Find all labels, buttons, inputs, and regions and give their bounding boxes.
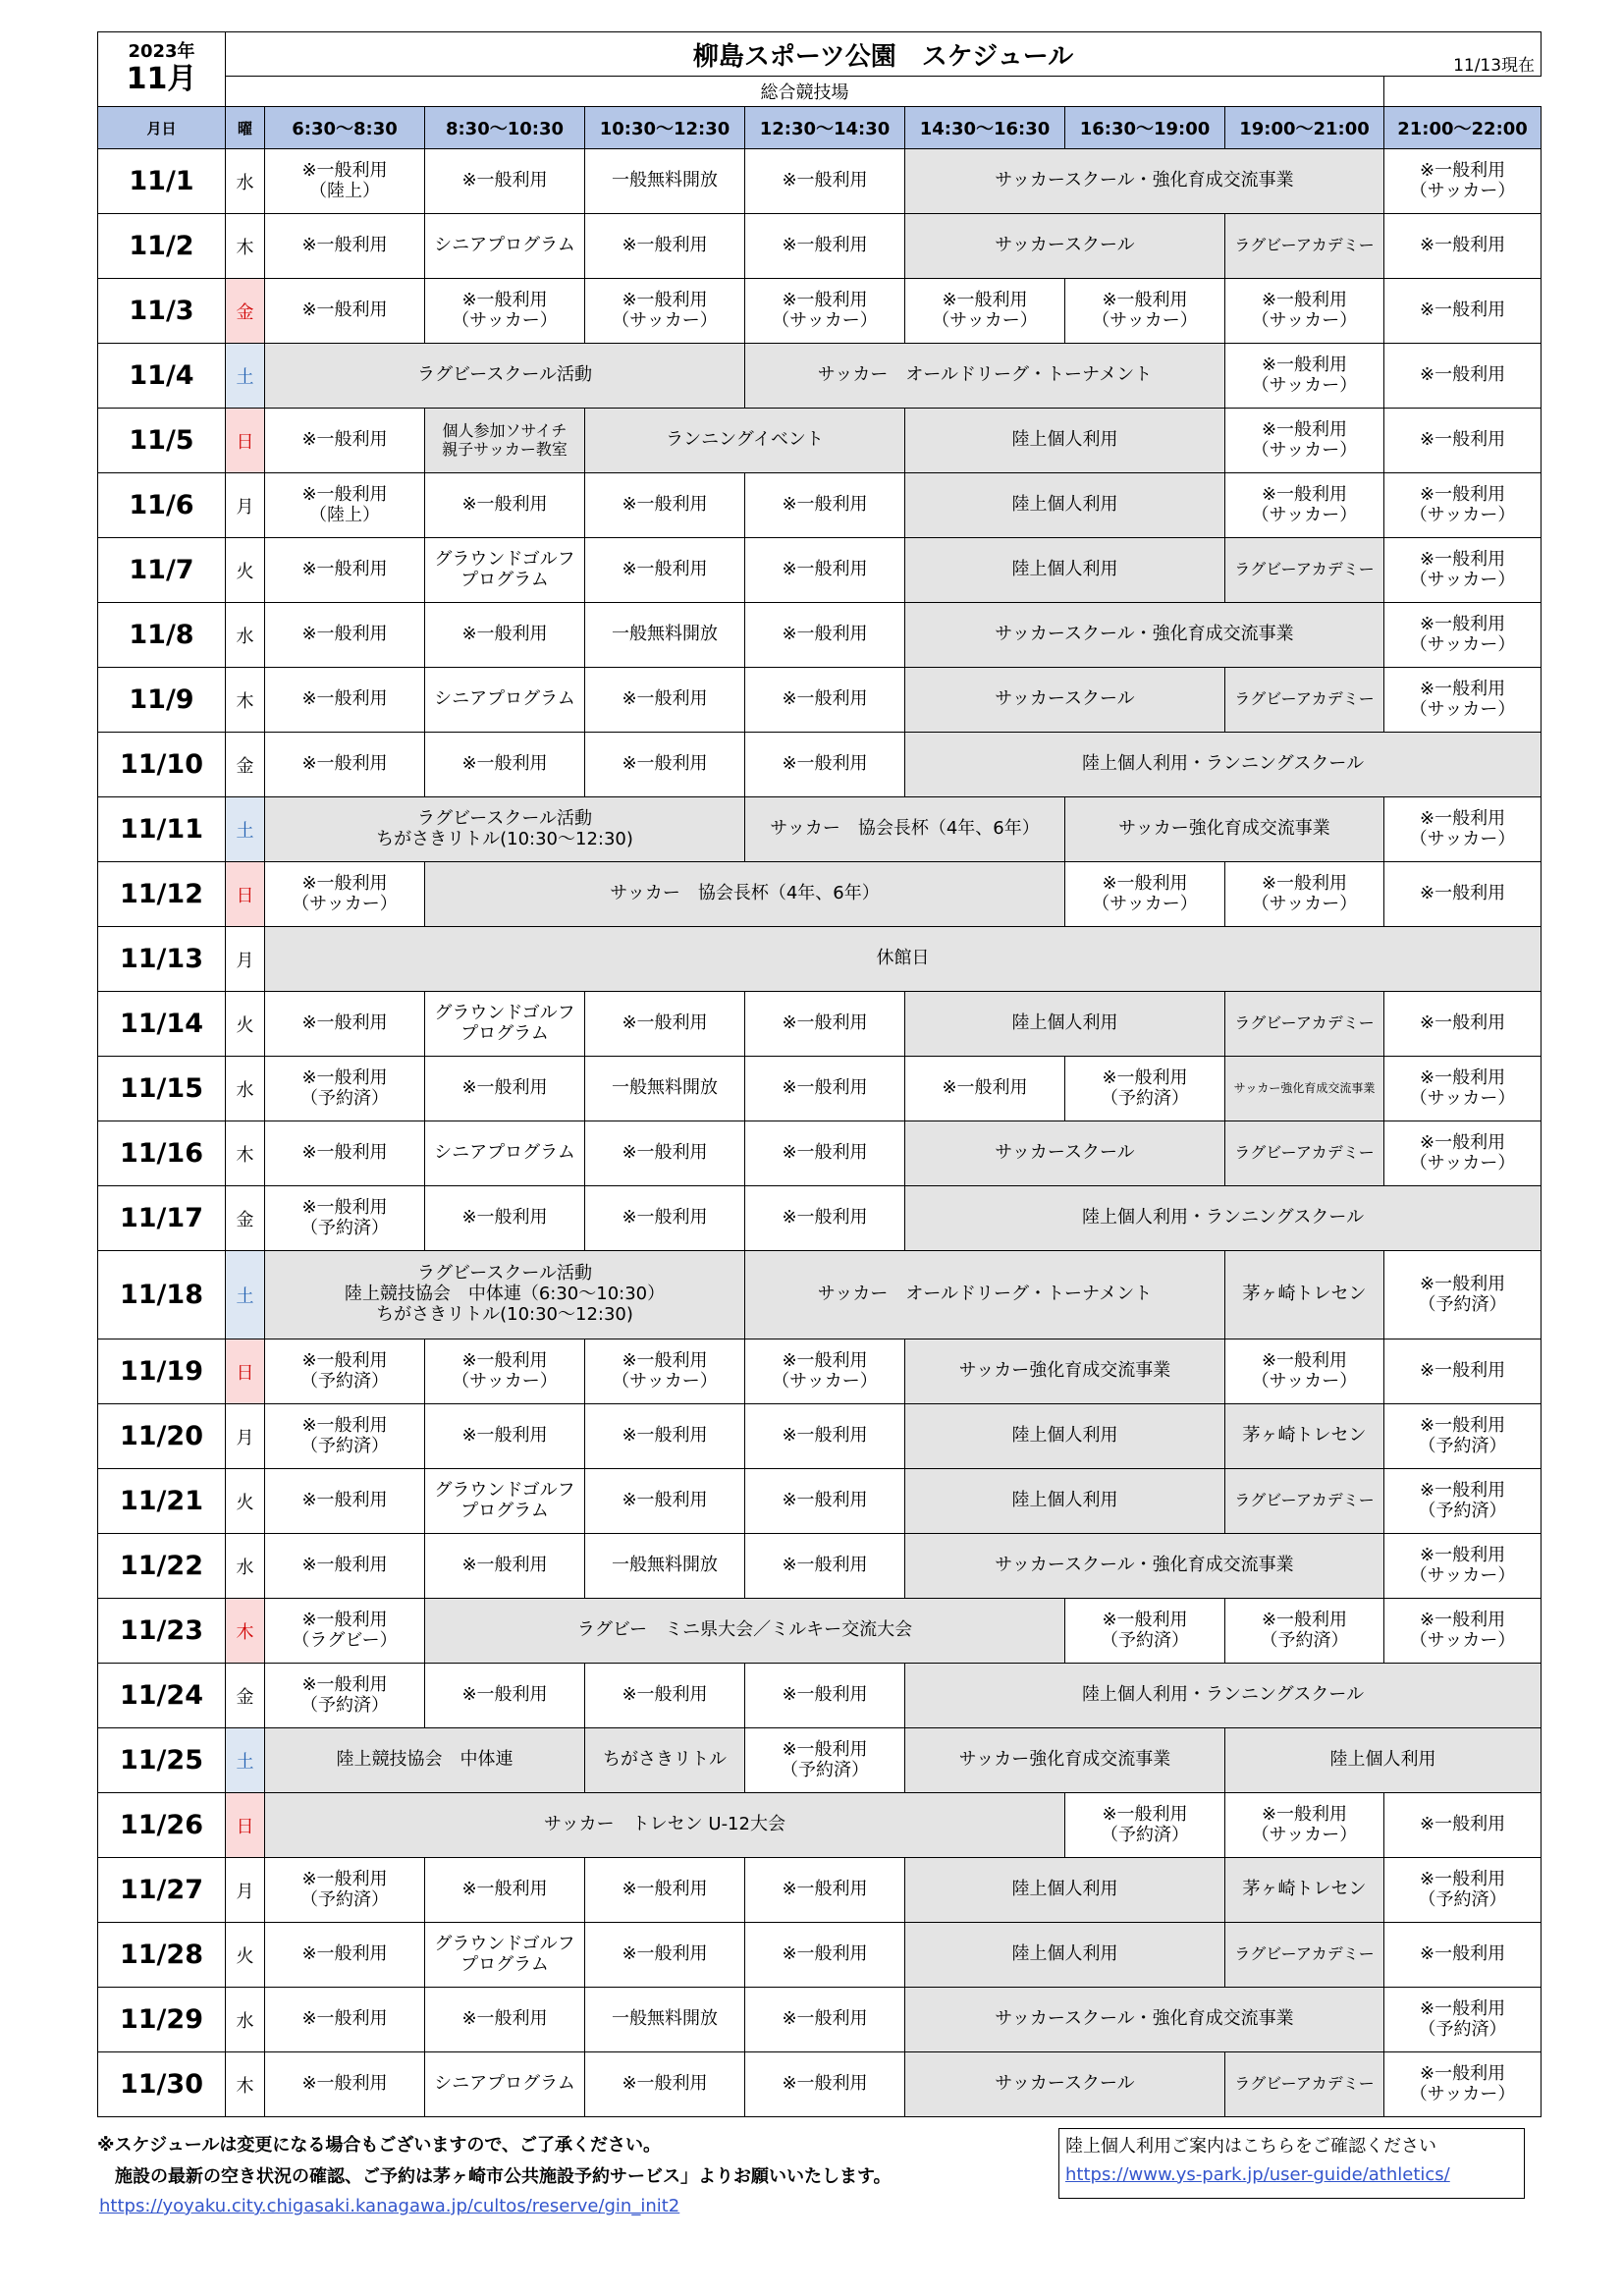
date-cell: 11/26 [98, 1793, 226, 1858]
weekday-cell: 月 [226, 1858, 265, 1923]
weekday-cell: 木 [226, 214, 265, 279]
weekday-cell: 金 [226, 1186, 265, 1251]
table-row [98, 214, 1542, 279]
schedule-slot: ※一般利用 [745, 733, 905, 797]
table-row [98, 668, 1542, 733]
weekday-cell: 土 [226, 344, 265, 409]
table-row [98, 1599, 1542, 1664]
schedule-slot: ※一般利用 [745, 1923, 905, 1988]
schedule-slot: ※一般利用 （サッカー） [1225, 344, 1384, 409]
table-row [98, 1988, 1542, 2052]
schedule-slot: ※一般利用 （サッカー） [1384, 603, 1542, 668]
schedule-slot: ※一般利用 [745, 1534, 905, 1599]
table-row [98, 1469, 1542, 1534]
table-row [98, 603, 1542, 668]
weekday-cell: 木 [226, 668, 265, 733]
schedule-slot: ※一般利用 （サッカー） [1225, 279, 1384, 344]
schedule-slot: ※一般利用 （サッカー） [1384, 1534, 1542, 1599]
schedule-slot: ※一般利用 [585, 214, 745, 279]
schedule-slot: 休館日 [265, 927, 1542, 992]
schedule-slot: サッカー トレセン U-12大会 [265, 1793, 1065, 1858]
date-cell: 11/13 [98, 927, 226, 992]
schedule-slot: ※一般利用 [265, 1988, 425, 2052]
schedule-slot: ※一般利用 [585, 1664, 745, 1728]
table-row [98, 1793, 1542, 1858]
table-row [98, 1121, 1542, 1186]
footer-note-2: 施設の最新の空き状況の確認、ご予約は茅ヶ崎市公共施設予約サービス」よりお願いいたします。 [97, 2166, 892, 2187]
schedule-slot: 茅ヶ崎トレセン [1225, 1251, 1384, 1339]
date-cell: 11/25 [98, 1728, 226, 1793]
schedule-slot: ※一般利用 （ラグビー） [265, 1599, 425, 1664]
schedule-slot: ※一般利用 [585, 992, 745, 1057]
weekday-cell: 木 [226, 1599, 265, 1664]
schedule-slot: サッカー 協会長杯（4年、6年） [745, 797, 1065, 862]
year-label: 2023年 [128, 40, 195, 62]
schedule-slot: ※一般利用 （予約済） [1225, 1599, 1384, 1664]
date-cell: 11/9 [98, 668, 226, 733]
schedule-slot: ラグビーアカデミー [1225, 538, 1384, 603]
schedule-slot: 陸上個人利用 [905, 1469, 1225, 1534]
schedule-slot: ※一般利用 [1384, 992, 1542, 1057]
weekday-cell: 火 [226, 1469, 265, 1534]
schedule-slot: ※一般利用 （予約済） [1065, 1793, 1225, 1858]
weekday-cell: 火 [226, 538, 265, 603]
table-row [98, 279, 1542, 344]
athletics-info-link[interactable]: https://www.ys-park.jp/user-guide/athletics/ [1065, 2163, 1450, 2185]
table-row [98, 1057, 1542, 1121]
schedule-slot: サッカー オールドリーグ・トーナメント [745, 1251, 1225, 1339]
weekday-cell: 水 [226, 149, 265, 214]
schedule-slot: 陸上競技協会 中体連 [265, 1728, 585, 1793]
schedule-slot: 陸上個人利用 [905, 1404, 1225, 1469]
schedule-slot: ※一般利用 [425, 1534, 585, 1599]
schedule-slot: ※一般利用 [425, 1057, 585, 1121]
schedule-slot: サッカースクール [905, 2052, 1225, 2117]
column-header-row [98, 107, 1542, 149]
weekday-cell: 日 [226, 1339, 265, 1404]
schedule-slot: グラウンドゴルフ プログラム [425, 992, 585, 1057]
schedule-slot: ※一般利用 [265, 1121, 425, 1186]
schedule-slot: ※一般利用 [745, 1664, 905, 1728]
weekday-cell: 月 [226, 473, 265, 538]
date-cell: 11/23 [98, 1599, 226, 1664]
schedule-slot: 陸上個人利用 [905, 1858, 1225, 1923]
schedule-slot: ※一般利用 （サッカー） [1384, 149, 1542, 214]
table-row [98, 344, 1542, 409]
schedule-slot: サッカー オールドリーグ・トーナメント [745, 344, 1225, 409]
schedule-slot: 一般無料開放 [585, 1534, 745, 1599]
schedule-slot: ※一般利用 （サッカー） [425, 279, 585, 344]
table-row [98, 1339, 1542, 1404]
schedule-slot: ※一般利用 [745, 1057, 905, 1121]
weekday-cell: 土 [226, 1251, 265, 1339]
table-row [98, 927, 1542, 992]
schedule-slot: グラウンドゴルフ プログラム [425, 1923, 585, 1988]
schedule-slot: ラグビースクール活動 [265, 344, 745, 409]
weekday-cell: 水 [226, 1057, 265, 1121]
date-cell: 11/27 [98, 1858, 226, 1923]
reservation-link[interactable]: https://yoyaku.city.chigasaki.kanagawa.jp/cultos/reserve/gin_init2 [99, 2196, 680, 2216]
schedule-slot: サッカー強化育成交流事業 [905, 1728, 1225, 1793]
schedule-slot: サッカー強化育成交流事業 [905, 1339, 1225, 1404]
date-cell: 11/19 [98, 1339, 226, 1404]
schedule-slot: ※一般利用 （サッカー） [1225, 862, 1384, 927]
schedule-slot: ※一般利用 [1384, 344, 1542, 409]
schedule-slot: ※一般利用 [265, 1923, 425, 1988]
schedule-slot: 一般無料開放 [585, 1988, 745, 2052]
schedule-slot: ラグビーアカデミー [1225, 668, 1384, 733]
date-cell: 11/29 [98, 1988, 226, 2052]
schedule-slot: 陸上個人利用・ランニングスクール [905, 733, 1542, 797]
date-cell: 11/5 [98, 409, 226, 473]
schedule-slot: ラグビーアカデミー [1225, 1469, 1384, 1534]
schedule-slot: ※一般利用 [425, 149, 585, 214]
schedule-slot: ※一般利用 [585, 1923, 745, 1988]
weekday-cell: 月 [226, 1404, 265, 1469]
date-cell: 11/2 [98, 214, 226, 279]
weekday-cell: 日 [226, 1793, 265, 1858]
table-row [98, 1534, 1542, 1599]
schedule-slot: ※一般利用 [585, 1121, 745, 1186]
weekday-cell: 土 [226, 797, 265, 862]
table-row [98, 1251, 1542, 1339]
schedule-slot: 一般無料開放 [585, 603, 745, 668]
schedule-slot: 茅ヶ崎トレセン [1225, 1404, 1384, 1469]
date-cell: 11/8 [98, 603, 226, 668]
schedule-slot: ランニングイベント [585, 409, 905, 473]
date-cell: 11/14 [98, 992, 226, 1057]
weekday-cell: 金 [226, 279, 265, 344]
schedule-slot: ※一般利用 （予約済） [265, 1339, 425, 1404]
schedule-slot: ※一般利用 [745, 992, 905, 1057]
schedule-slot: ※一般利用 [1384, 1339, 1542, 1404]
column-header: 21:00～22:00 [1384, 107, 1542, 149]
schedule-slot: ※一般利用 （予約済） [265, 1057, 425, 1121]
schedule-slot: シニアプログラム [425, 2052, 585, 2117]
venue-label: 総合競技場 [226, 77, 1384, 107]
schedule-slot: ※一般利用 （サッカー） [1384, 797, 1542, 862]
schedule-slot: ※一般利用 [745, 538, 905, 603]
schedule-slot: ※一般利用 [265, 2052, 425, 2117]
schedule-slot: ※一般利用 （サッカー） [585, 279, 745, 344]
schedule-slot: ※一般利用 [265, 538, 425, 603]
schedule-slot: ※一般利用 （サッカー） [265, 862, 425, 927]
schedule-slot: ラグビーアカデミー [1225, 1923, 1384, 1988]
schedule-slot: ※一般利用 [1384, 1793, 1542, 1858]
schedule-slot: ※一般利用 [745, 1469, 905, 1534]
schedule-slot: ※一般利用 （サッカー） [1384, 668, 1542, 733]
schedule-slot: サッカースクール [905, 214, 1225, 279]
weekday-cell: 日 [226, 862, 265, 927]
schedule-slot: サッカースクール・強化育成交流事業 [905, 149, 1384, 214]
schedule-slot: ※一般利用 （陸上） [265, 473, 425, 538]
schedule-slot: ラグビーアカデミー [1225, 992, 1384, 1057]
schedule-slot: ※一般利用 [425, 603, 585, 668]
schedule-slot: ※一般利用 [745, 668, 905, 733]
schedule-slot: 一般無料開放 [585, 149, 745, 214]
schedule-slot: 茅ヶ崎トレセン [1225, 1858, 1384, 1923]
schedule-slot: ラグビーアカデミー [1225, 214, 1384, 279]
schedule-slot: ※一般利用 （サッカー） [1225, 1339, 1384, 1404]
schedule-slot: ※一般利用 （サッカー） [1384, 473, 1542, 538]
schedule-slot: ※一般利用 （サッカー） [1065, 862, 1225, 927]
schedule-slot: ※一般利用 [585, 1858, 745, 1923]
date-cell: 11/30 [98, 2052, 226, 2117]
date-cell: 11/17 [98, 1186, 226, 1251]
date-cell: 11/4 [98, 344, 226, 409]
schedule-slot: ※一般利用 [585, 733, 745, 797]
schedule-slot: ※一般利用 （サッカー） [745, 1339, 905, 1404]
schedule-slot: ※一般利用 [425, 1988, 585, 2052]
table-row [98, 862, 1542, 927]
schedule-slot: ※一般利用 （サッカー） [1384, 1057, 1542, 1121]
date-cell: 11/20 [98, 1404, 226, 1469]
table-row [98, 473, 1542, 538]
schedule-slot: サッカースクール [905, 1121, 1225, 1186]
weekday-cell: 土 [226, 1728, 265, 1793]
schedule-slot: ※一般利用 [265, 279, 425, 344]
schedule-slot: ※一般利用 [265, 733, 425, 797]
schedule-slot: ラグビースクール活動 ちがさきリトル(10:30～12:30) [265, 797, 745, 862]
date-cell: 11/6 [98, 473, 226, 538]
schedule-slot: サッカースクール・強化育成交流事業 [905, 603, 1384, 668]
page-title-cell [226, 32, 1542, 77]
schedule-slot: ※一般利用 [265, 1469, 425, 1534]
schedule-slot: ※一般利用 [585, 538, 745, 603]
date-cell: 11/12 [98, 862, 226, 927]
column-header: 14:30～16:30 [905, 107, 1065, 149]
schedule-slot: ※一般利用 [425, 1858, 585, 1923]
table-row [98, 992, 1542, 1057]
schedule-slot: ※一般利用 （サッカー） [1384, 1121, 1542, 1186]
schedule-slot: ※一般利用 [265, 214, 425, 279]
schedule-slot: ちがさきリトル [585, 1728, 745, 1793]
schedule-slot: ※一般利用 [585, 2052, 745, 2117]
weekday-cell: 金 [226, 733, 265, 797]
schedule-slot: ※一般利用 [745, 1988, 905, 2052]
schedule-slot: ※一般利用 （予約済） [745, 1728, 905, 1793]
schedule-slot: サッカー強化育成交流事業 [1225, 1057, 1384, 1121]
schedule-slot: 一般無料開放 [585, 1057, 745, 1121]
weekday-cell: 木 [226, 2052, 265, 2117]
schedule-slot: グラウンドゴルフ プログラム [425, 538, 585, 603]
date-cell: 11/24 [98, 1664, 226, 1728]
schedule-slot: ※一般利用 （予約済） [1384, 1251, 1542, 1339]
date-cell: 11/10 [98, 733, 226, 797]
schedule-slot: ※一般利用 （サッカー） [905, 279, 1065, 344]
table-row [98, 1404, 1542, 1469]
schedule-slot: ※一般利用 [425, 473, 585, 538]
weekday-cell: 木 [226, 1121, 265, 1186]
weekday-cell: 火 [226, 1923, 265, 1988]
schedule-slot: ※一般利用 [745, 603, 905, 668]
schedule-slot: ※一般利用 [425, 1404, 585, 1469]
schedule-slot: ※一般利用 [745, 1404, 905, 1469]
schedule-slot: ラグビー ミニ県大会／ミルキー交流大会 [425, 1599, 1065, 1664]
schedule-slot: 陸上個人利用 [905, 409, 1225, 473]
weekday-cell: 水 [226, 1988, 265, 2052]
as-of-date: 11/13現在 [1453, 56, 1536, 76]
schedule-slot: ※一般利用 （サッカー） [585, 1339, 745, 1404]
schedule-slot: ※一般利用 （予約済） [1065, 1057, 1225, 1121]
schedule-slot: 陸上個人利用 [905, 473, 1225, 538]
schedule-slot: サッカースクール・強化育成交流事業 [905, 1988, 1384, 2052]
schedule-slot: ※一般利用 （予約済） [1384, 1404, 1542, 1469]
date-cell: 11/22 [98, 1534, 226, 1599]
schedule-slot: ※一般利用 （サッカー） [1384, 2052, 1542, 2117]
column-header: 16:30～19:00 [1065, 107, 1225, 149]
schedule-slot: ※一般利用 [745, 1186, 905, 1251]
schedule-slot: 陸上個人利用 [905, 1923, 1225, 1988]
schedule-slot: 陸上個人利用 [905, 992, 1225, 1057]
date-cell: 11/18 [98, 1251, 226, 1339]
schedule-slot: ※一般利用 [425, 1664, 585, 1728]
schedule-slot: ※一般利用 [585, 1186, 745, 1251]
schedule-slot: ※一般利用 [1384, 279, 1542, 344]
schedule-slot: ※一般利用 [745, 1858, 905, 1923]
schedule-slot: 陸上個人利用・ランニングスクール [905, 1664, 1542, 1728]
page-title: 柳島スポーツ公園 スケジュール [692, 41, 1074, 72]
weekday-cell: 金 [226, 1664, 265, 1728]
table-row [98, 409, 1542, 473]
table-row [98, 2052, 1542, 2117]
schedule-slot: シニアプログラム [425, 1121, 585, 1186]
date-cell: 11/7 [98, 538, 226, 603]
schedule-slot: ※一般利用 （サッカー） [1225, 1793, 1384, 1858]
schedule-slot: サッカースクール・強化育成交流事業 [905, 1534, 1384, 1599]
schedule-slot: ※一般利用 [1384, 409, 1542, 473]
schedule-slot: ※一般利用 [1384, 862, 1542, 927]
schedule-slot: ※一般利用 （予約済） [265, 1186, 425, 1251]
schedule-slot: ※一般利用 [585, 1404, 745, 1469]
schedule-slot: ※一般利用 [265, 1534, 425, 1599]
footer-note-1: ※スケジュールは変更になる場合もございますので、ご了承ください。 [97, 2135, 662, 2156]
column-header: 6:30～8:30 [265, 107, 425, 149]
schedule-slot: ※一般利用 [265, 603, 425, 668]
schedule-slot: サッカー強化育成交流事業 [1065, 797, 1384, 862]
table-row [98, 1923, 1542, 1988]
weekday-cell: 月 [226, 927, 265, 992]
schedule-slot: ※一般利用 （サッカー） [1065, 279, 1225, 344]
schedule-slot: シニアプログラム [425, 668, 585, 733]
schedule-slot: サッカー 協会長杯（4年、6年） [425, 862, 1065, 927]
date-cell: 11/28 [98, 1923, 226, 1988]
schedule-slot: ※一般利用 （サッカー） [1384, 538, 1542, 603]
weekday-cell: 水 [226, 1534, 265, 1599]
schedule-slot: ※一般利用 [745, 473, 905, 538]
schedule-slot: ※一般利用 （予約済） [1384, 1858, 1542, 1923]
schedule-slot: サッカースクール [905, 668, 1225, 733]
schedule-slot: ※一般利用 [745, 2052, 905, 2117]
schedule-slot: ※一般利用 [265, 992, 425, 1057]
schedule-slot: ※一般利用 （サッカー） [745, 279, 905, 344]
schedule-slot: ※一般利用 [585, 668, 745, 733]
year-month-cell [98, 32, 226, 107]
schedule-slot: ラグビーアカデミー [1225, 1121, 1384, 1186]
weekday-cell: 水 [226, 603, 265, 668]
schedule-slot: ※一般利用 （予約済） [1384, 1988, 1542, 2052]
schedule-slot: シニアプログラム [425, 214, 585, 279]
schedule-slot: ※一般利用 [905, 1057, 1065, 1121]
schedule-slot: ※一般利用 [1384, 214, 1542, 279]
schedule-slot: ※一般利用 [1384, 1923, 1542, 1988]
schedule-table [97, 31, 1542, 2117]
schedule-slot: ※一般利用 [745, 214, 905, 279]
date-cell: 11/11 [98, 797, 226, 862]
column-header: 8:30～10:30 [425, 107, 585, 149]
schedule-slot: 陸上個人利用 [1225, 1728, 1542, 1793]
schedule-slot: ※一般利用 [585, 473, 745, 538]
table-row [98, 149, 1542, 214]
table-row [98, 538, 1542, 603]
schedule-slot: ラグビースクール活動 陸上競技協会 中体連（6:30～10:30） ちがさきリトル(10:30～12:30) [265, 1251, 745, 1339]
schedule-slot: ※一般利用 （予約済） [1065, 1599, 1225, 1664]
schedule-slot: ※一般利用 （予約済） [265, 1404, 425, 1469]
schedule-slot: ※一般利用 （予約済） [1384, 1469, 1542, 1534]
schedule-slot: 陸上個人利用 [905, 538, 1225, 603]
table-row [98, 733, 1542, 797]
schedule-slot: ※一般利用 [425, 1186, 585, 1251]
schedule-slot: ※一般利用 [745, 149, 905, 214]
schedule-slot: ※一般利用 [265, 409, 425, 473]
schedule-slot: ※一般利用 [425, 733, 585, 797]
date-cell: 11/3 [98, 279, 226, 344]
column-header: 月日 [98, 107, 226, 149]
table-row [98, 1728, 1542, 1793]
schedule-slot: グラウンドゴルフ プログラム [425, 1469, 585, 1534]
schedule-slot: ※一般利用 [265, 668, 425, 733]
date-cell: 11/15 [98, 1057, 226, 1121]
weekday-cell: 日 [226, 409, 265, 473]
schedule-slot: ※一般利用 （サッカー） [1225, 473, 1384, 538]
date-cell: 11/21 [98, 1469, 226, 1534]
column-header: 曜 [226, 107, 265, 149]
table-row [98, 1664, 1542, 1728]
schedule-slot: ※一般利用 [585, 1469, 745, 1534]
schedule-slot: ※一般利用 （予約済） [265, 1858, 425, 1923]
schedule-slot: 個人参加ソサイチ 親子サッカー教室 [425, 409, 585, 473]
date-cell: 11/1 [98, 149, 226, 214]
athletics-info-box [1058, 2128, 1525, 2199]
date-cell: 11/16 [98, 1121, 226, 1186]
schedule-slot: ※一般利用 （サッカー） [425, 1339, 585, 1404]
column-header: 10:30～12:30 [585, 107, 745, 149]
schedule-slot: ラグビーアカデミー [1225, 2052, 1384, 2117]
month-label: 11月 [126, 61, 197, 96]
column-header: 12:30～14:30 [745, 107, 905, 149]
column-header: 19:00～21:00 [1225, 107, 1384, 149]
schedule-slot: 陸上個人利用・ランニングスクール [905, 1186, 1542, 1251]
table-row [98, 1186, 1542, 1251]
schedule-slot: ※一般利用 （予約済） [265, 1664, 425, 1728]
schedule-slot: ※一般利用 （サッカー） [1225, 409, 1384, 473]
schedule-slot: ※一般利用 （サッカー） [1384, 1599, 1542, 1664]
weekday-cell: 火 [226, 992, 265, 1057]
athletics-info-label: 陸上個人利用ご案内はこちらをご確認ください [1065, 2136, 1436, 2157]
schedule-slot: ※一般利用 （陸上） [265, 149, 425, 214]
table-row [98, 1858, 1542, 1923]
table-row [98, 797, 1542, 862]
schedule-slot: ※一般利用 [745, 1121, 905, 1186]
